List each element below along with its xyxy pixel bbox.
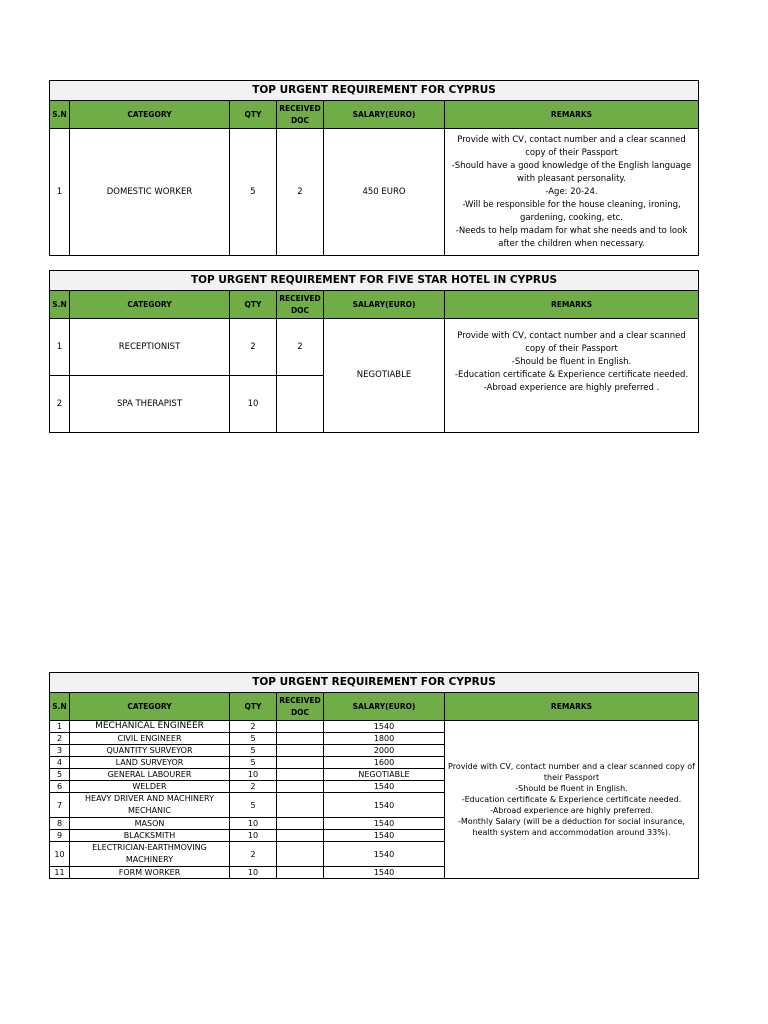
cell-category: MECHANICAL ENGINEER: [70, 721, 230, 733]
cell-qty: 2: [230, 842, 277, 867]
table-row: [50, 721, 699, 733]
cell-sn: 3: [50, 745, 70, 757]
cell-salary: NEGOTIABLE: [324, 319, 445, 433]
cell-category: LAND SURVEYOR: [70, 757, 230, 769]
cell-salary: 1600: [324, 757, 445, 769]
header-qty: QTY: [230, 291, 277, 319]
cell-category: FORM WORKER: [70, 867, 230, 879]
header-salary: SALARY(EURO): [324, 101, 445, 129]
cell-sn: 1: [50, 129, 70, 256]
table-row: [50, 129, 699, 256]
table-title: TOP URGENT REQUIREMENT FOR FIVE STAR HOTEL IN CYPRUS: [50, 271, 699, 291]
remark-line: -Needs to help madam for what she needs and to look after the children when necessary.: [455, 225, 688, 249]
cell-category: QUANTITY SURVEYOR: [70, 745, 230, 757]
cell-qty: 10: [230, 867, 277, 879]
table-title: TOP URGENT REQUIREMENT FOR CYPRUS: [50, 673, 699, 693]
requirement-table-cyprus-construction: [49, 672, 699, 879]
header-remarks: REMARKS: [445, 291, 699, 319]
remark-line: -Abroad experience are highly preferred .: [483, 383, 660, 393]
remark-line: -Age: 20-24.: [545, 186, 598, 197]
cell-sn: 1: [50, 319, 70, 376]
table-row: [50, 319, 699, 376]
cell-sn: 10: [50, 842, 70, 867]
cell-category: WELDER: [70, 781, 230, 793]
cell-qty: 5: [230, 745, 277, 757]
cell-qty: 5: [230, 129, 277, 256]
cell-salary: 450 EURO: [324, 129, 445, 256]
cell-sn: 7: [50, 793, 70, 818]
header-received-doc: RECEIVED DOC: [277, 291, 324, 319]
cell-salary: 1540: [324, 781, 445, 793]
cell-received: [277, 745, 324, 757]
header-remarks: REMARKS: [445, 101, 699, 129]
cell-salary: 1800: [324, 733, 445, 745]
cell-received: [277, 757, 324, 769]
cell-qty: 5: [230, 757, 277, 769]
cell-received: 2: [277, 319, 324, 376]
cell-sn: 1: [50, 721, 70, 733]
cell-remarks: [445, 319, 699, 433]
remark-line: Provide with CV, contact number and a clear scanned copy of their Passport: [457, 134, 686, 158]
cell-received: [277, 793, 324, 818]
remark-line: Provide with CV, contact number and a clear scanned copy of their Passport: [457, 331, 686, 354]
cell-category: MASON: [70, 818, 230, 830]
cell-received: [277, 842, 324, 867]
cell-category: DOMESTIC WORKER: [70, 129, 230, 256]
cell-sn: 5: [50, 769, 70, 781]
header-sn: S.N: [50, 101, 70, 129]
header-received-doc: RECEIVED DOC: [277, 693, 324, 721]
header-received-doc: RECEIVED DOC: [277, 101, 324, 129]
cell-qty: 2: [230, 781, 277, 793]
remark-line: -Education certificate & Experience certificate needed.: [461, 795, 682, 804]
cell-salary: NEGOTIABLE: [324, 769, 445, 781]
cell-sn: 9: [50, 830, 70, 842]
cell-salary: 1540: [324, 721, 445, 733]
cell-category: GENERAL LABOURER: [70, 769, 230, 781]
cell-qty: 10: [230, 818, 277, 830]
cell-sn: 2: [50, 733, 70, 745]
cell-qty: 10: [230, 830, 277, 842]
cell-category: SPA THERAPIST: [70, 376, 230, 433]
remark-line: -Abroad experience are highly preferred.: [490, 806, 653, 815]
cell-qty: 5: [230, 733, 277, 745]
cell-qty: 5: [230, 793, 277, 818]
cell-received: [277, 376, 324, 433]
cell-remarks: [445, 721, 699, 879]
cell-sn: 11: [50, 867, 70, 879]
cell-sn: 2: [50, 376, 70, 433]
cell-qty: 10: [230, 376, 277, 433]
requirement-table-five-star-hotel: [49, 270, 699, 433]
header-category: CATEGORY: [70, 101, 230, 129]
cell-remarks: [445, 129, 699, 256]
header-row: [50, 693, 699, 721]
cell-salary: 1540: [324, 842, 445, 867]
cell-category: RECEPTIONIST: [70, 319, 230, 376]
remark-line: -Should have a good knowledge of the English language with pleasant personality.: [451, 160, 692, 184]
requirement-table-cyprus-domestic: [49, 80, 699, 256]
remark-line: -Monthly Salary (will be a deduction for social insurance, health system and accommodation around 33%).: [458, 817, 685, 837]
header-sn: S.N: [50, 693, 70, 721]
cell-salary: 1540: [324, 793, 445, 818]
cell-qty: 2: [230, 721, 277, 733]
cell-salary: 1540: [324, 830, 445, 842]
cell-salary: 1540: [324, 818, 445, 830]
cell-received: [277, 781, 324, 793]
header-remarks: REMARKS: [445, 693, 699, 721]
cell-received: [277, 818, 324, 830]
header-row: [50, 101, 699, 129]
cell-category: ELECTRICIAN-EARTHMOVING MACHINERY: [70, 842, 230, 867]
cell-category: CIVIL ENGINEER: [70, 733, 230, 745]
cell-qty: 2: [230, 319, 277, 376]
cell-sn: 6: [50, 781, 70, 793]
remark-line: Provide with CV, contact number and a clear scanned copy of their Passport: [448, 762, 695, 782]
cell-received: [277, 733, 324, 745]
remark-line: -Should be fluent in English.: [515, 784, 628, 793]
header-qty: QTY: [230, 693, 277, 721]
cell-category: BLACKSMITH: [70, 830, 230, 842]
cell-received: 2: [277, 129, 324, 256]
cell-qty: 10: [230, 769, 277, 781]
header-category: CATEGORY: [70, 291, 230, 319]
table-title: TOP URGENT REQUIREMENT FOR CYPRUS: [50, 81, 699, 101]
cell-salary: 2000: [324, 745, 445, 757]
remark-line: -Education certificate & Experience certificate needed.: [454, 370, 689, 380]
header-row: [50, 291, 699, 319]
cell-sn: 4: [50, 757, 70, 769]
header-salary: SALARY(EURO): [324, 291, 445, 319]
header-category: CATEGORY: [70, 693, 230, 721]
cell-salary: 1540: [324, 867, 445, 879]
cell-received: [277, 769, 324, 781]
header-salary: SALARY(EURO): [324, 693, 445, 721]
cell-received: [277, 830, 324, 842]
cell-sn: 8: [50, 818, 70, 830]
cell-category: HEAVY DRIVER AND MACHINERY MECHANIC: [70, 793, 230, 818]
remark-line: -Will be responsible for the house cleaning, ironing, gardening, cooking, etc.: [462, 199, 681, 223]
cell-received: [277, 867, 324, 879]
header-qty: QTY: [230, 101, 277, 129]
remark-line: -Should be fluent in English.: [511, 357, 632, 367]
cell-received: [277, 721, 324, 733]
header-sn: S.N: [50, 291, 70, 319]
